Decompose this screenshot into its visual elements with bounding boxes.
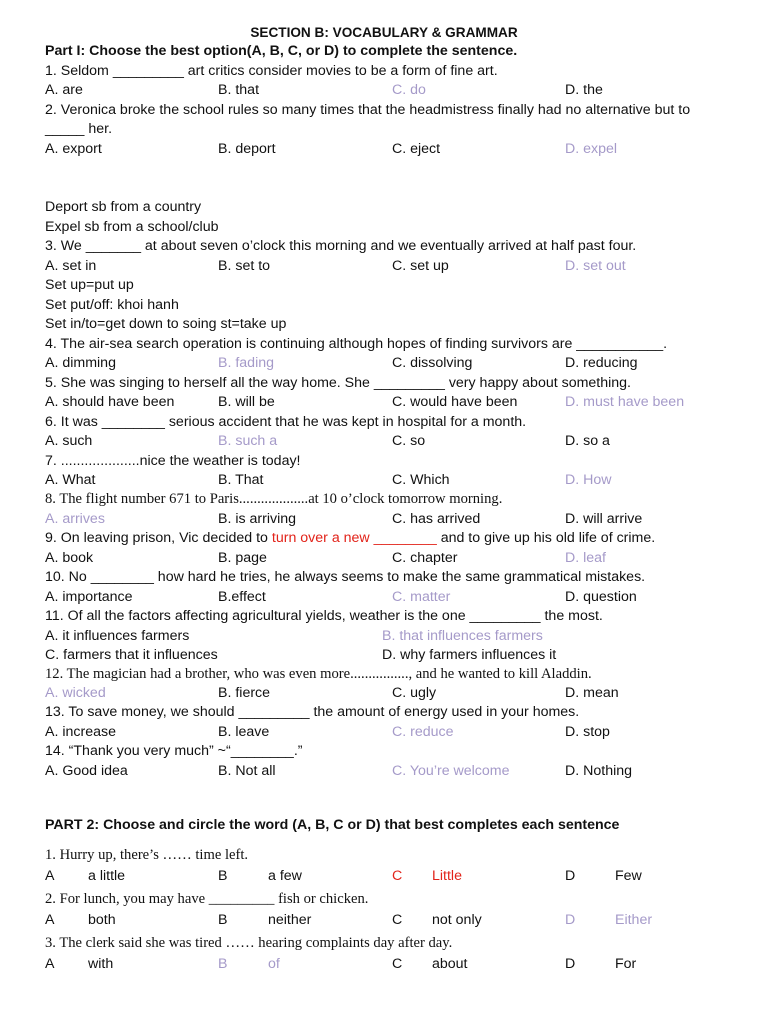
q3-option-d[interactable]: D. set out — [565, 258, 626, 274]
p2q3-letter-c: C — [392, 956, 403, 972]
p2q1-letter-c: C — [392, 868, 403, 884]
question-4: 4. The air-sea search operation is continuing although hopes of finding survivors are ___________. — [45, 336, 668, 352]
part1-heading: Part I: Choose the best option(A, B, C, or D) to complete the sentence. — [45, 43, 518, 59]
p2q3-letter-d: D — [565, 956, 576, 972]
p2q3-option-b[interactable]: of — [268, 956, 280, 972]
question-9 — [45, 529, 655, 548]
q8-option-a[interactable]: A. arrives — [45, 511, 105, 527]
part2-question-1: 1. Hurry up, there’s …… time left. — [45, 847, 249, 863]
q10-option-b[interactable]: B.effect — [218, 589, 266, 605]
q12-option-d[interactable]: D. mean — [565, 685, 619, 701]
question-14: 14. “Thank you very much” ~“________.” — [45, 743, 303, 759]
q9-option-b[interactable]: B. page — [218, 550, 267, 566]
q7-option-d[interactable]: D. How — [565, 472, 612, 488]
p2q2-option-c[interactable]: not only — [432, 912, 482, 928]
q6-option-c[interactable]: C. so — [392, 433, 426, 449]
p2q3-option-c[interactable]: about — [432, 956, 468, 972]
p2q1-option-d[interactable]: Few — [615, 868, 642, 884]
section-title: SECTION B: VOCABULARY & GRAMMAR — [250, 25, 518, 40]
p2q2-letter-a: A — [45, 912, 55, 928]
note-setup: Set up=put up — [45, 277, 134, 293]
q4-option-a[interactable]: A. dimming — [45, 355, 116, 371]
q7-option-a[interactable]: A. What — [45, 472, 96, 488]
p2q1-letter-a: A — [45, 868, 55, 884]
q14-option-a[interactable]: A. Good idea — [45, 763, 128, 779]
q14-option-c[interactable]: C. You’re welcome — [392, 763, 510, 779]
question-9-idiom: turn over a new ________ — [271, 530, 437, 546]
q2-option-b[interactable]: B. deport — [218, 141, 276, 157]
p2q1-option-b[interactable]: a few — [268, 868, 302, 884]
part2-question-3: 3. The clerk said she was tired …… hearing complaints day after day. — [45, 935, 453, 951]
q11-option-c[interactable]: C. farmers that it influences — [45, 647, 218, 663]
q11-option-d[interactable]: D. why farmers influences it — [382, 647, 557, 663]
p2q2-option-a[interactable]: both — [88, 912, 116, 928]
p2q2-letter-c: C — [392, 912, 403, 928]
q13-option-b[interactable]: B. leave — [218, 724, 270, 740]
q4-option-d[interactable]: D. reducing — [565, 355, 638, 371]
p2q2-letter-d: D — [565, 912, 576, 928]
question-3: 3. We _______ at about seven o’clock this morning and we eventually arrived at half past four. — [45, 238, 637, 254]
q11-option-a[interactable]: A. it influences farmers — [45, 628, 190, 644]
question-8: 8. The flight number 671 to Paris...................at 10 o’clock tomorrow morning. — [45, 491, 503, 507]
question-1: 1. Seldom _________ art critics consider movies to be a form of fine art. — [45, 63, 498, 79]
p2q1-option-c[interactable]: Little — [432, 868, 462, 884]
question-9-text-start: 9. On leaving prison, Vic decided to — [45, 530, 272, 546]
q2-option-a[interactable]: A. export — [45, 141, 102, 157]
q10-option-d[interactable]: D. question — [565, 589, 637, 605]
q9-option-c[interactable]: C. chapter — [392, 550, 458, 566]
q4-option-c[interactable]: C. dissolving — [392, 355, 473, 371]
q3-option-b[interactable]: B. set to — [218, 258, 271, 274]
q4-option-b[interactable]: B. fading — [218, 355, 275, 371]
q14-option-b[interactable]: B. Not all — [218, 763, 276, 779]
q8-option-b[interactable]: B. is arriving — [218, 511, 297, 527]
part2-heading: PART 2: Choose and circle the word (A, B, C or D) that best completes each sentence — [45, 817, 620, 833]
q14-option-d[interactable]: D. Nothing — [565, 763, 633, 779]
q3-option-a[interactable]: A. set in — [45, 258, 97, 274]
q1-option-d[interactable]: D. the — [565, 82, 603, 98]
note-setin: Set in/to=get down to soing st=take up — [45, 316, 287, 332]
p2q3-option-a[interactable]: with — [88, 956, 114, 972]
p2q3-letter-b: B — [218, 956, 228, 972]
p2q2-letter-b: B — [218, 912, 228, 928]
q5-option-b[interactable]: B. will be — [218, 394, 275, 410]
q12-option-a[interactable]: A. wicked — [45, 685, 106, 701]
q5-option-c[interactable]: C. would have been — [392, 394, 518, 410]
q6-option-b[interactable]: B. such a — [218, 433, 278, 449]
q13-option-c[interactable]: C. reduce — [392, 724, 454, 740]
q2-option-c[interactable]: C. eject — [392, 141, 441, 157]
question-2-line1: 2. Veronica broke the school rules so many times that the headmistress finally had no alternative but to — [45, 102, 691, 118]
q7-option-b[interactable]: B. That — [218, 472, 264, 488]
q10-option-a[interactable]: A. importance — [45, 589, 133, 605]
q6-option-d[interactable]: D. so a — [565, 433, 610, 449]
part2-question-2: 2. For lunch, you may have _________ fish or chicken. — [45, 891, 369, 907]
question-12: 12. The magician had a brother, who was even more................, and he wanted to kill Aladdin. — [45, 666, 592, 682]
q1-option-b[interactable]: B. that — [218, 82, 260, 98]
q9-option-a[interactable]: A. book — [45, 550, 94, 566]
question-9-text-end: and to give up his old life of crime. — [436, 530, 656, 546]
q13-option-d[interactable]: D. stop — [565, 724, 610, 740]
p2q2-option-b[interactable]: neither — [268, 912, 312, 928]
q3-option-c[interactable]: C. set up — [392, 258, 449, 274]
question-7: 7. ....................nice the weather is today! — [45, 453, 301, 469]
question-13: 13. To save money, we should _________ the amount of energy used in your homes. — [45, 704, 580, 720]
question-6: 6. It was ________ serious accident that he was kept in hospital for a month. — [45, 414, 527, 430]
p2q3-letter-a: A — [45, 956, 55, 972]
q6-option-a[interactable]: A. such — [45, 433, 93, 449]
p2q1-option-a[interactable]: a little — [88, 868, 126, 884]
p2q2-option-d[interactable]: Either — [615, 912, 653, 928]
q7-option-c[interactable]: C. Which — [392, 472, 450, 488]
q10-option-c[interactable]: C. matter — [392, 589, 451, 605]
q2-option-d[interactable]: D. expel — [565, 141, 618, 157]
question-2-line2: _____ her. — [45, 121, 113, 137]
p2q1-letter-b: B — [218, 868, 228, 884]
q5-option-a[interactable]: A. should have been — [45, 394, 175, 410]
q9-option-d[interactable]: D. leaf — [565, 550, 607, 566]
q1-option-a[interactable]: A. are — [45, 82, 83, 98]
q12-option-c[interactable]: C. ugly — [392, 685, 437, 701]
q8-option-c[interactable]: C. has arrived — [392, 511, 481, 527]
note-setput: Set put/off: khoi hanh — [45, 297, 179, 313]
p2q1-letter-d: D — [565, 868, 576, 884]
note-deport: Deport sb from a country — [45, 199, 202, 215]
q8-option-d[interactable]: D. will arrive — [565, 511, 643, 527]
question-5: 5. She was singing to herself all the way home. She _________ very happy about something. — [45, 375, 632, 391]
q13-option-a[interactable]: A. increase — [45, 724, 116, 740]
question-10: 10. No ________ how hard he tries, he always seems to make the same grammatical mistakes. — [45, 569, 646, 585]
q1-option-c[interactable]: C. do — [392, 82, 426, 98]
p2q3-option-d[interactable]: For — [615, 956, 637, 972]
q5-option-d[interactable]: D. must have been — [565, 394, 685, 410]
question-11: 11. Of all the factors affecting agricultural yields, weather is the one _________ the most. — [45, 608, 603, 624]
q12-option-b[interactable]: B. fierce — [218, 685, 271, 701]
note-expel: Expel sb from a school/club — [45, 219, 219, 235]
q11-option-b[interactable]: B. that influences farmers — [382, 628, 543, 644]
